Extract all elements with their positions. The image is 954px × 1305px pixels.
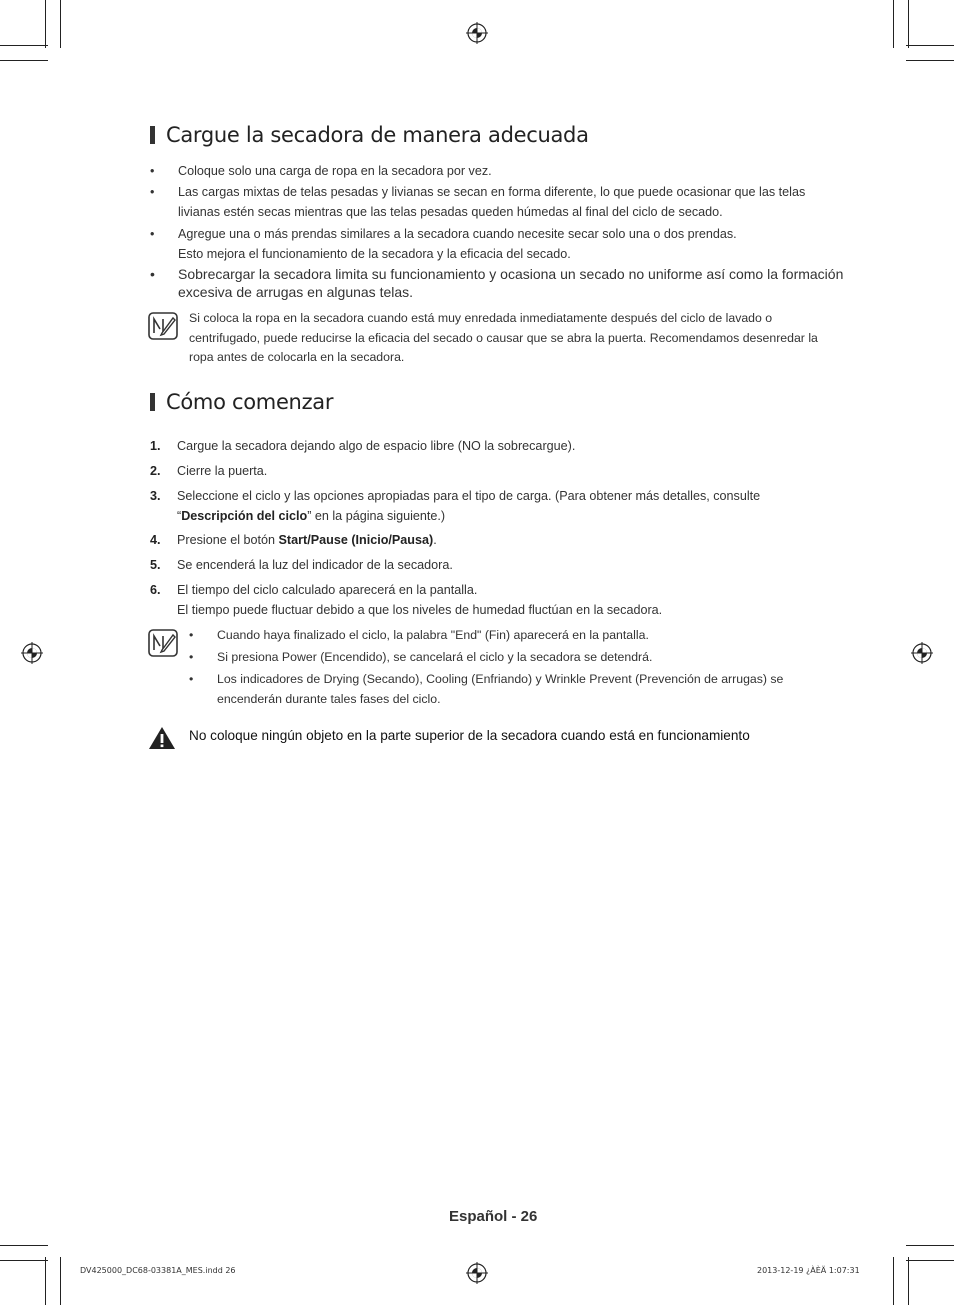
bullet-item (150, 182, 840, 222)
step-text-part: Seleccione el ciclo y las opciones apropiadas para el tipo de carga. (Para obtener más detalles, consulte “ (177, 489, 761, 523)
bullet-text: Coloque solo una carga de ropa en la secadora por vez. (178, 164, 492, 178)
step-item (150, 531, 840, 551)
step-text: Cierre la puerta. (177, 464, 268, 478)
step-text-part: Presione el botón (177, 533, 279, 547)
bullet-dot: • (150, 266, 155, 282)
note-icon (148, 629, 178, 657)
step-text-continued: El tiempo puede fluctuar debido a que los niveles de humedad fluctúan en la secadora. (177, 602, 663, 617)
step-text: Se encenderá la luz del indicador de la secadora. (177, 558, 453, 572)
crop-mark (45, 0, 46, 48)
note-bullet-text: Los indicadores de Drying (Secando), Cooling (Enfriando) y Wrinkle Prevent (Prevención de arrugas) se encenderán durante tales fases del ciclo. (217, 672, 784, 706)
step-text (177, 487, 830, 526)
crop-mark (60, 1257, 61, 1305)
crop-mark (893, 1257, 894, 1305)
warning-text: No coloque ningún objeto en la parte superior de la secadora cuando está en funcionamiento (189, 728, 750, 743)
bullet-dot: • (150, 227, 155, 241)
step-item (150, 487, 830, 526)
bullet-item (150, 266, 875, 301)
bullet-dot: • (189, 650, 194, 664)
step-text-bold: Start/Pause (Inicio/Pausa) (278, 533, 434, 547)
step-number: 2. (150, 464, 161, 478)
bullet-text: Sobrecargar la secadora limita su funcionamiento y ocasiona un secado no uniforme así como la formación excesiva de arrugas en algunas telas. (178, 266, 844, 300)
crop-mark (45, 1257, 46, 1305)
section-title-text: Cómo comenzar (166, 390, 334, 414)
step-item (150, 437, 840, 457)
step-item (150, 581, 840, 620)
crop-mark (906, 60, 954, 61)
note-bullet-text: Cuando haya finalizado el ciclo, la palabra "End" (Fin) aparecerá en la pantalla. (217, 628, 649, 642)
bullet-text: Agregue una o más prendas similares a la secadora cuando necesite secar solo una o dos prendas. (178, 227, 737, 241)
crop-mark (906, 1245, 954, 1246)
bullet-dot: • (150, 164, 155, 178)
bullet-item (150, 224, 875, 264)
heading-bar (150, 393, 155, 411)
crop-mark (908, 0, 909, 48)
step-number: 5. (150, 558, 161, 572)
bullet-dot: • (150, 185, 155, 199)
bullet-item (150, 161, 875, 181)
bullet-text-continued: Esto mejora el funcionamiento de la secadora y la eficacia del secado. (178, 247, 571, 261)
section-title-load (150, 123, 589, 147)
step-number: 3. (150, 489, 161, 503)
registration-mark-icon (466, 22, 488, 44)
date-slug: 2013-12-19 ¿ÀÈÄ 1:07:31 (757, 1266, 860, 1275)
crop-mark (60, 0, 61, 48)
crop-mark (893, 0, 894, 48)
crop-mark (0, 60, 48, 61)
step-text: Cargue la secadora dejando algo de espacio libre (NO la sobrecargue). (177, 439, 576, 453)
section-title-start (150, 390, 333, 414)
step-item (150, 556, 840, 576)
heading-bar (150, 126, 155, 144)
registration-mark-icon (466, 1262, 488, 1284)
note-bullet-item (189, 670, 789, 709)
step-item (150, 462, 840, 482)
crop-mark (0, 45, 48, 46)
step-number: 1. (150, 439, 161, 453)
note-bullet-item (189, 648, 809, 668)
crop-mark (906, 45, 954, 46)
note-bullet-text: Si presiona Power (Encendido), se cancelará el ciclo y la secadora se detendrá. (217, 650, 653, 664)
step-text-part: ” en la página siguiente.) (307, 508, 446, 523)
page-number: Español - 26 (449, 1208, 538, 1225)
step-number: 6. (150, 583, 161, 597)
bullet-dot: • (189, 628, 194, 642)
bullet-dot: • (189, 672, 194, 686)
note-icon (148, 312, 178, 340)
file-slug: DV425000_DC68-03381A_MES.indd 26 (80, 1266, 236, 1275)
step-text-bold: Descripción del ciclo (181, 508, 308, 523)
crop-mark (0, 1245, 48, 1246)
bullet-text: Las cargas mixtas de telas pesadas y livianas se secan en forma diferente, lo que puede ocasionar que las telas livianas estén secas mientras que las telas pesadas queden húmedas al final del ciclo de secado. (178, 185, 806, 219)
warning-icon (148, 726, 176, 750)
registration-mark-icon (911, 642, 933, 664)
step-text: El tiempo del ciclo calculado aparecerá en la pantalla. (177, 583, 478, 597)
step-number: 4. (150, 533, 161, 547)
section-title-text: Cargue la secadora de manera adecuada (166, 123, 589, 147)
crop-mark (908, 1257, 909, 1305)
registration-mark-icon (21, 642, 43, 664)
crop-mark (906, 1260, 954, 1261)
note-bullet-item (189, 626, 809, 646)
step-text-part: . (433, 533, 437, 547)
note-text: Si coloca la ropa en la secadora cuando está muy enredada inmediatamente después del ciclo de lavado o centrifugado, puede reducirse la eficacia del secado o causar que se abra la puerta. Recomendamos desenredar la ropa antes de colocarla en la secadora. (189, 311, 818, 364)
step-text (177, 531, 840, 551)
crop-mark (0, 1260, 48, 1261)
